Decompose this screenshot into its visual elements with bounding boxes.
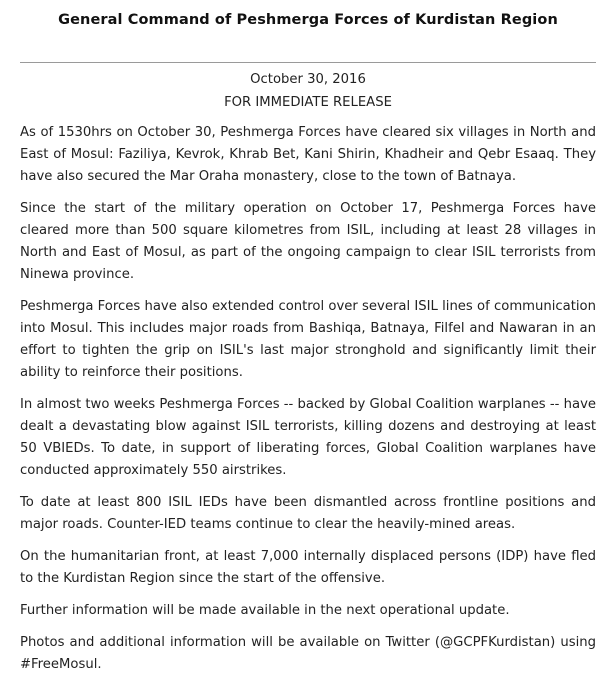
body-paragraph: As of 1530hrs on October 30, Peshmerga Forces have cleared six villages in North and East of Mosul: Faziliya, Kevrok, Khrab Bet, Kani Shirin, Khadheir and Qebr Esaaq. They have also secured the Mar Oraha monastery, close to the town of Batnaya.: [20, 125, 596, 184]
release-date: October 30, 2016: [250, 72, 366, 87]
body-paragraph: Peshmerga Forces have also extended control over several ISIL lines of communication into Mosul. This includes major roads from Bashiqa, Batnaya, Filfel and Nawaran in an effort to tighten the grip on ISIL's last major stronghold and significantly limit their ability to reinforce their positions.: [20, 299, 596, 380]
body-paragraph: Since the start of the military operation on October 17, Peshmerga Forces have cleared more than 500 square kilometres from ISIL, including at least 28 villages in North and East of Mosul, as part of the ongoing campaign to clear ISIL terrorists from Ninewa province.: [20, 201, 596, 282]
body-paragraph: Further information will be made available in the next operational update.: [20, 603, 510, 618]
release-body: [20, 122, 596, 686]
body-paragraph: Photos and additional information will be available on Twitter (@GCPFKurdistan) using #FreeMosul.: [20, 635, 596, 672]
body-paragraph: To date at least 800 ISIL IEDs have been dismantled across frontline positions and major roads. Counter-IED teams continue to clear the heavily-mined areas.: [20, 495, 596, 532]
body-paragraph: In almost two weeks Peshmerga Forces -- backed by Global Coalition warplanes -- have dealt a devastating blow against ISIL terrorists, killing dozens and destroying at least 50 VBIEDs. To date, in support of liberating forces, Global Coalition warplanes have conducted approximately 550 airstrikes.: [20, 397, 596, 478]
page-title: General Command of Peshmerga Forces of Kurdistan Region: [58, 12, 558, 28]
body-paragraph: On the humanitarian front, at least 7,000 internally displaced persons (IDP) have fled to the Kurdistan Region since the start of the offensive.: [20, 549, 596, 586]
header-divider: [20, 62, 596, 63]
release-label: FOR IMMEDIATE RELEASE: [224, 95, 392, 110]
